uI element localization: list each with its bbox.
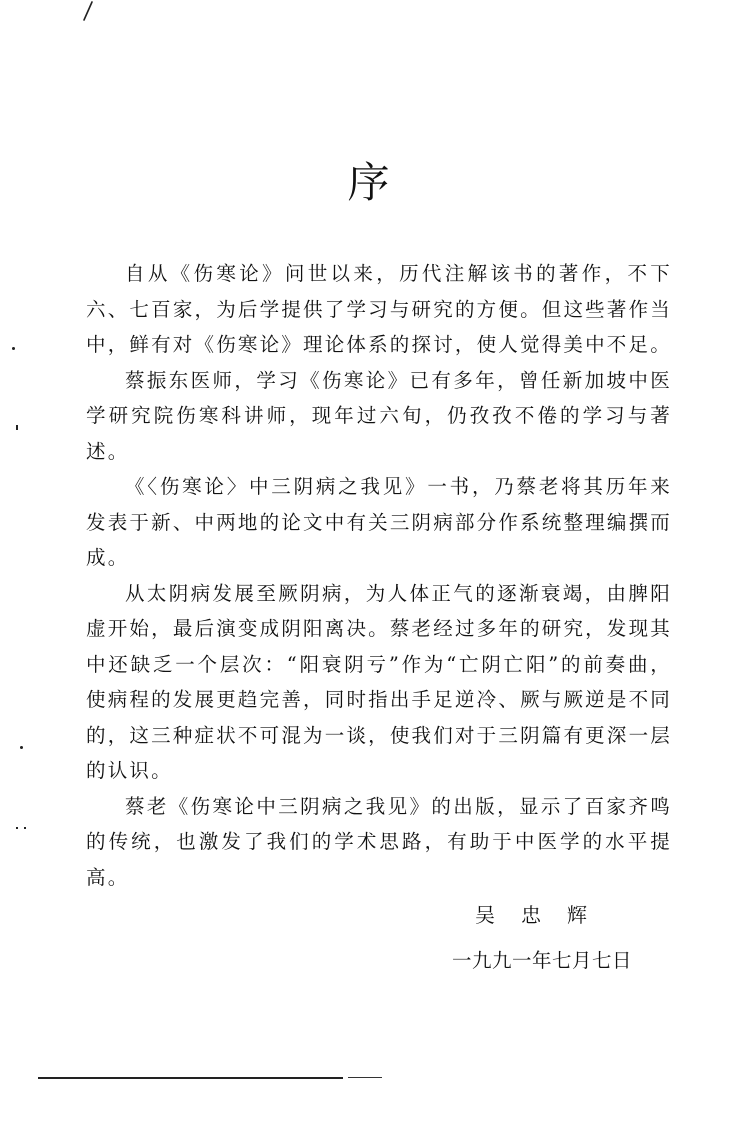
scan-speck xyxy=(16,425,18,430)
paragraph-5: 蔡老《伤寒论中三阴病之我见》的出版，显示了百家齐鸣的传统，也激发了我们的学术思路，有助于中医学的水平提高。 xyxy=(86,794,672,889)
paragraph-3: 《〈伤寒论〉中三阴病之我见》一书，乃蔡老将其历年来发表于新、中两地的论文中有关三阴病部分作系统整理编撰而成。 xyxy=(86,475,672,569)
pen-stroke-mark xyxy=(78,0,98,24)
bottom-rule-line-short xyxy=(348,1077,382,1078)
paragraph-2: 蔡振东医师，学习《伤寒论》已有多年，曾任新加坡中医学研究院伤寒科讲师，现年过六旬，仍孜孜不倦的学习与著述。 xyxy=(86,368,672,463)
bottom-rule-line xyxy=(38,1077,343,1079)
signature-date: 一九九一年七月七日 xyxy=(452,949,633,972)
scan-speck xyxy=(24,827,26,829)
scan-speck xyxy=(20,746,23,749)
signature-block xyxy=(440,897,680,979)
scan-speck xyxy=(16,827,18,829)
preface-body xyxy=(86,256,672,895)
paragraph-4: 从太阴病发展至厥阴病，为人体正气的逐渐衰竭，由脾阳虚开始，最后演变成阴阳离决。蔡老经过多年的研究，发现其中还缺乏一个层次：“阳衰阴亏”作为“亡阴亡阳”的前奏曲，使病程的发展更趋完善，同时指出手足逆冷、厥与厥逆是不同的，这三种症状不可混为一谈，使我们对于三阴篇有更深一层的认识。 xyxy=(86,581,672,782)
paragraph-1: 自从《伤寒论》问世以来，历代注解该书的著作，不下六、七百家，为后学提供了学习与研究的方便。但这些著作当中，鲜有对《伤寒论》理论体系的探讨，使人觉得美中不足。 xyxy=(86,262,672,356)
scan-speck xyxy=(12,347,15,350)
author-name: 吴忠辉 xyxy=(475,903,613,927)
page-title: 序 xyxy=(347,158,390,207)
